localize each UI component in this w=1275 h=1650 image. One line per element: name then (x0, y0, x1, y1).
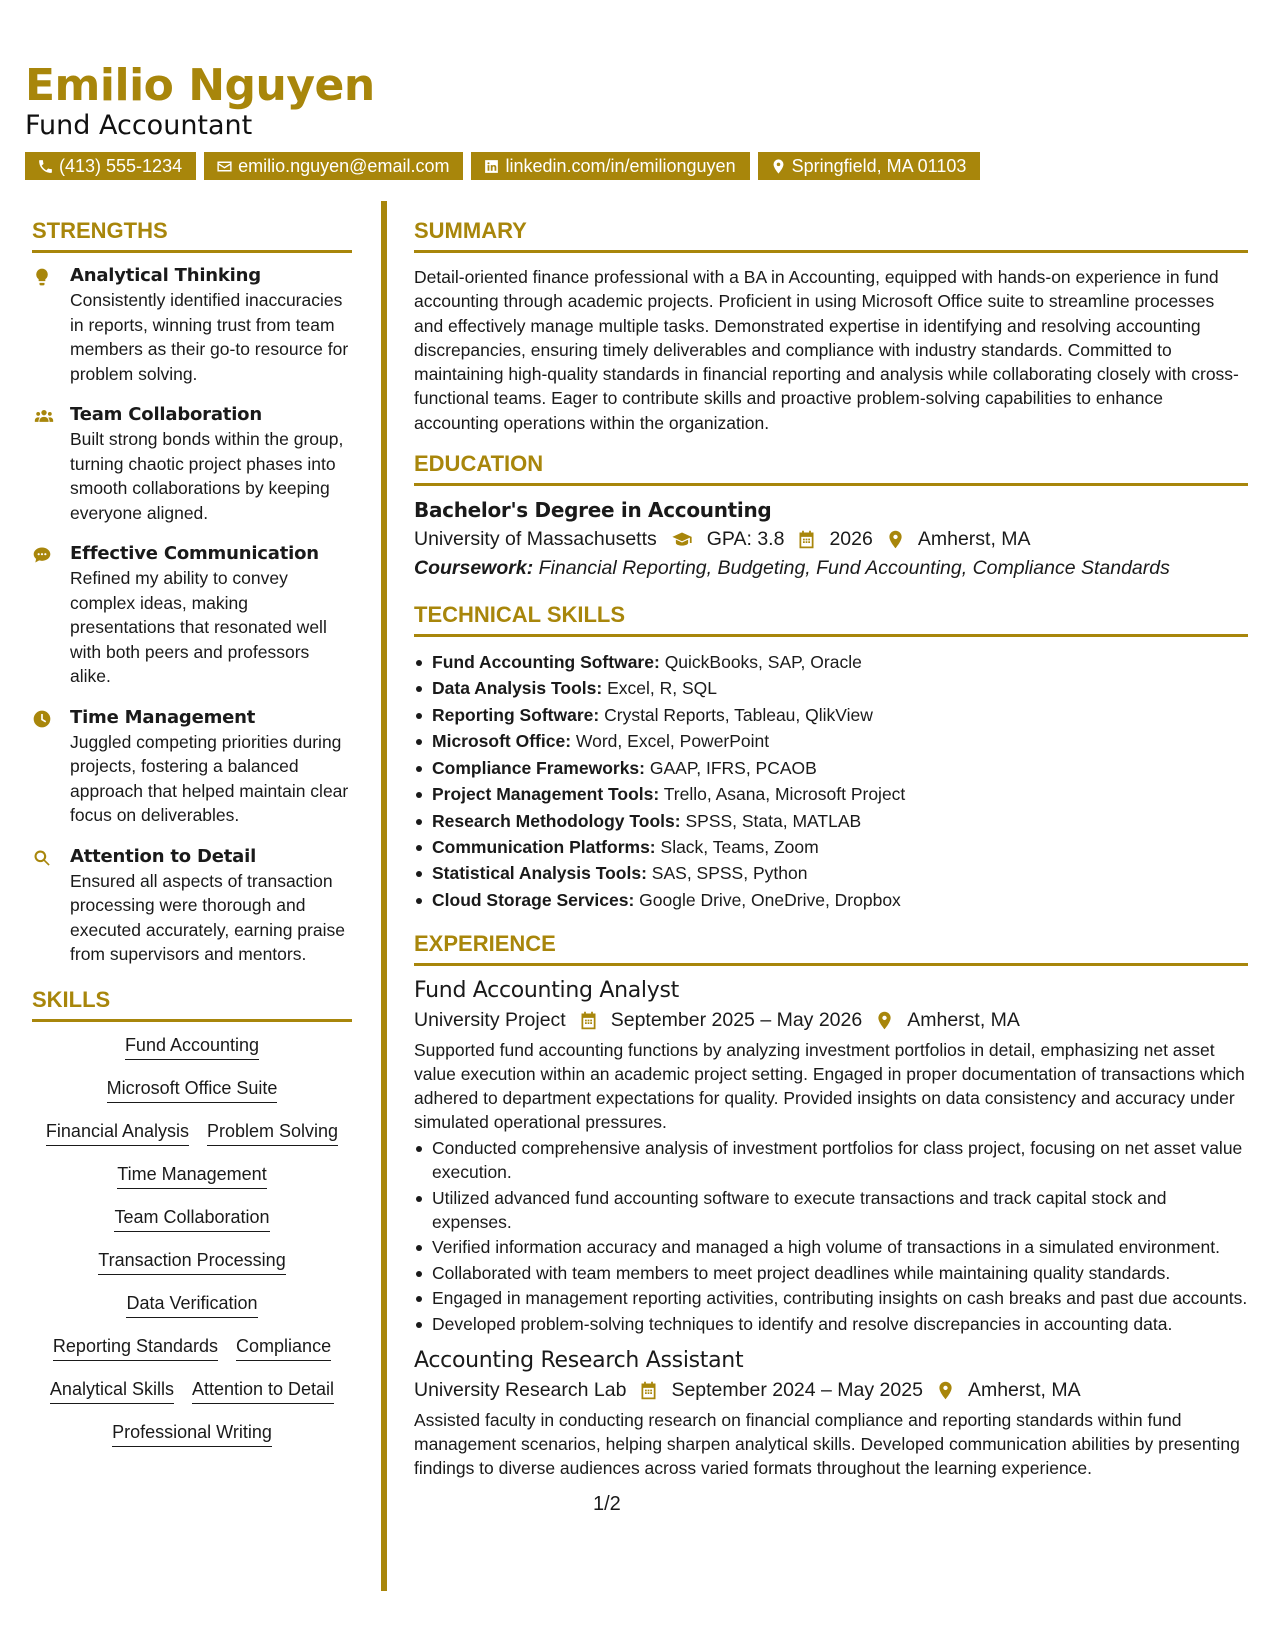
tech-label: Project Management Tools: (432, 784, 660, 805)
candidate-name: Emilio Nguyen (25, 60, 375, 111)
list-item (414, 834, 1248, 860)
strength-desc: Built strong bonds within the group, turning chaotic project phases into smooth collaborations by keeping everyone aligned. (70, 429, 344, 523)
strength-item (32, 846, 352, 967)
job-location: Amherst, MA (967, 1378, 1081, 1401)
skill-row (126, 1292, 257, 1318)
right-column (414, 218, 1248, 1482)
list-item: Developed problem-solving techniques to identify and resolve discrepancies in accounting data. (414, 1312, 1248, 1336)
job-entry (414, 1348, 1248, 1480)
summary-text: Detail-oriented finance professional with a BA in Accounting, equipped with hands-on experience in fund accounting through academic projects. Proficient in using Microsoft Office suite to streamline processes and effectively manage multiple tasks. Demonstrated expertise in identifying and resolving accounting discrepancies, ensuring timely deliverables and compliance with industry standards. Committed to maintaining high-quality standards in financial reporting and analysis while collaborating closely with cross-functional teams. Eager to contribute skills and proactive problem-solving capabilities to enhance accounting operations within the organization. (414, 267, 1239, 433)
calendar-icon (578, 1010, 599, 1031)
job-location: Amherst, MA (907, 1009, 1020, 1032)
search-icon (32, 848, 52, 868)
skill-tag: Problem Solving (207, 1120, 338, 1146)
summary-heading: SUMMARY (414, 218, 1248, 253)
skill-tag: Microsoft Office Suite (107, 1077, 278, 1103)
skills-heading: SKILLS (32, 987, 352, 1022)
skill-tag: Compliance (236, 1335, 331, 1361)
calendar-icon (638, 1380, 659, 1401)
strength-desc: Refined my ability to convey complex ideas, making presentations that resonated well with both peers and professors alike. (70, 568, 327, 686)
tech-value: Trello, Asana, Microsoft Project (663, 784, 906, 805)
tech-label: Compliance Frameworks: (432, 757, 645, 778)
tech-label: Statistical Analysis Tools: (432, 863, 647, 884)
strength-desc: Ensured all aspects of transaction processing were thorough and executed accurately, earning praise from supervisors and mentors. (70, 870, 345, 964)
list-item: Engaged in management reporting activities, contributing insights on cash breaks and past due accounts. (414, 1286, 1248, 1310)
skill-tag: Time Management (117, 1163, 266, 1189)
contact-location (758, 152, 981, 180)
list-item (414, 728, 1248, 754)
tech-value: Google Drive, OneDrive, Dropbox (639, 889, 901, 910)
tech-label: Communication Platforms: (432, 836, 656, 857)
strength-item (32, 707, 352, 828)
list-item (414, 808, 1248, 834)
education-heading: EDUCATION (414, 451, 1248, 486)
linkedin-icon (483, 158, 500, 175)
job-meta (414, 1009, 1248, 1032)
job-meta (414, 1379, 1248, 1402)
list-item: Conducted comprehensive analysis of investment portfolios for class project, focusing on net asset value execution. (414, 1136, 1248, 1184)
skill-row (114, 1206, 269, 1232)
coursework-list: Financial Reporting, Budgeting, Fund Accounting, Compliance Standards (538, 557, 1170, 580)
skill-tag: Attention to Detail (192, 1378, 334, 1404)
strength-desc: Juggled competing priorities during projects, fostering a balanced approach that helped maintain clear focus on deliverables. (70, 731, 349, 825)
envelope-icon (216, 158, 233, 175)
job-description: Assisted faculty in conducting research on financial compliance and reporting standards within fund management scenarios, helping sharpen analytical skills. Developed communication abilities by presenting findings to diverse audiences across varied formats throughout the learning experience. (414, 1409, 1240, 1478)
skill-row (50, 1378, 334, 1404)
tech-value: Excel, R, SQL (607, 678, 717, 699)
coursework (414, 557, 1248, 580)
contact-linkedin[interactable] (471, 152, 749, 180)
list-item: Collaborated with team members to meet project deadlines while maintaining quality standards. (414, 1261, 1248, 1285)
map-pin-icon (935, 1380, 956, 1401)
skill-tag: Fund Accounting (125, 1034, 259, 1060)
job-org: University Project (414, 1009, 566, 1032)
strength-desc: Consistently identified inaccuracies in reports, winning trust from team members as their go-to resource for problem solving. (70, 290, 349, 384)
list-item (414, 887, 1248, 913)
list-item: Verified information accuracy and managed a high volume of transactions in a simulated environment. (414, 1235, 1248, 1259)
candidate-role: Fund Accountant (25, 110, 253, 141)
skill-row (107, 1077, 278, 1103)
job-bullets (414, 1136, 1248, 1336)
tech-value: GAAP, IFRS, PCAOB (649, 757, 817, 778)
education-location: Amherst, MA (917, 528, 1031, 551)
tech-value: SAS, SPSS, Python (651, 863, 808, 884)
technical-skills-list (414, 649, 1248, 913)
page-number: 1/2 (593, 1493, 621, 1515)
skill-tag: Analytical Skills (50, 1378, 174, 1404)
contact-linkedin-text: linkedin.com/in/emilionguyen (505, 155, 736, 176)
degree-title: Bachelor's Degree in Accounting (414, 498, 772, 523)
skill-row (112, 1421, 272, 1447)
contact-email-text: emilio.nguyen@email.com (238, 155, 450, 176)
tech-value: SPSS, Stata, MATLAB (685, 810, 862, 831)
experience-heading: EXPERIENCE (414, 931, 1248, 966)
tech-label: Fund Accounting Software: (432, 652, 660, 673)
skill-tag: Professional Writing (112, 1421, 272, 1447)
skills-list (32, 1034, 352, 1464)
skill-row (117, 1163, 266, 1189)
tech-value: QuickBooks, SAP, Oracle (664, 652, 862, 673)
job-title: Fund Accounting Analyst (414, 978, 679, 1004)
tech-label: Cloud Storage Services: (432, 889, 635, 910)
users-icon (32, 406, 56, 426)
skill-row (125, 1034, 259, 1060)
phone-icon (37, 158, 54, 175)
tech-label: Research Methodology Tools: (432, 810, 681, 831)
coursework-label: Coursework: (414, 557, 534, 580)
education-meta (414, 528, 1248, 551)
job-dates: September 2025 – May 2026 (610, 1009, 863, 1032)
strength-title: Time Management (70, 706, 256, 728)
strength-title: Analytical Thinking (70, 265, 261, 286)
contact-bar (25, 152, 980, 180)
list-item (414, 649, 1248, 675)
column-divider (381, 201, 387, 1591)
strength-title: Attention to Detail (70, 845, 257, 867)
contact-location-text: Springfield, MA 01103 (791, 155, 967, 176)
list-item (414, 702, 1248, 728)
list-item (414, 675, 1248, 701)
contact-phone[interactable] (25, 152, 196, 180)
strength-item (32, 265, 352, 386)
contact-email[interactable] (204, 152, 463, 180)
skill-row (46, 1120, 338, 1146)
list-item (414, 755, 1248, 781)
job-entry (414, 978, 1248, 1336)
map-pin-icon (874, 1010, 895, 1031)
graduation-year: 2026 (829, 528, 873, 551)
strength-item (32, 404, 352, 525)
skill-tag: Financial Analysis (46, 1120, 189, 1146)
tech-value: Slack, Teams, Zoom (660, 836, 819, 857)
tech-value: Word, Excel, PowerPoint (575, 731, 770, 752)
clock-icon (32, 709, 52, 729)
gpa-value: GPA: 3.8 (706, 528, 785, 551)
school-name: University of Massachusetts (414, 528, 657, 551)
skill-row (53, 1335, 331, 1361)
list-item (414, 860, 1248, 886)
list-item: Utilized advanced fund accounting software to execute transactions and track capital stock and expenses. (414, 1186, 1248, 1234)
skill-tag: Data Verification (126, 1292, 257, 1318)
lightbulb-icon (32, 267, 52, 287)
job-title: Accounting Research Assistant (414, 1347, 744, 1373)
map-pin-icon (885, 529, 906, 550)
calendar-icon (796, 529, 817, 550)
tech-value: Crystal Reports, Tableau, QlikView (604, 704, 873, 725)
left-column (32, 218, 352, 1464)
job-description: Supported fund accounting functions by analyzing investment portfolios in detail, emphasizing net asset value execution within an academic project setting. Engaged in proper documentation of transactions which adhered to department expectations for quality. Provided insights on data consistency and accuracy under simulated operational pressures. (414, 1040, 1245, 1133)
list-item (414, 781, 1248, 807)
strength-title: Team Collaboration (70, 404, 262, 425)
comment-icon (32, 545, 52, 565)
tech-label: Reporting Software: (432, 704, 600, 725)
map-pin-icon (770, 158, 787, 175)
contact-phone-text: (413) 555-1234 (59, 155, 183, 176)
technical-skills-heading: TECHNICAL SKILLS (414, 602, 1248, 637)
job-dates: September 2024 – May 2025 (671, 1378, 923, 1401)
graduation-cap-icon (669, 529, 695, 550)
skill-tag: Transaction Processing (98, 1249, 285, 1275)
strength-title: Effective Communication (70, 543, 319, 564)
strength-item (32, 543, 352, 689)
skill-tag: Reporting Standards (53, 1335, 218, 1361)
skill-row (98, 1249, 285, 1275)
tech-label: Data Analysis Tools: (432, 678, 603, 699)
strengths-heading: STRENGTHS (32, 218, 352, 253)
job-org: University Research Lab (414, 1378, 627, 1401)
skill-tag: Team Collaboration (114, 1206, 269, 1232)
tech-label: Microsoft Office: (432, 731, 572, 752)
